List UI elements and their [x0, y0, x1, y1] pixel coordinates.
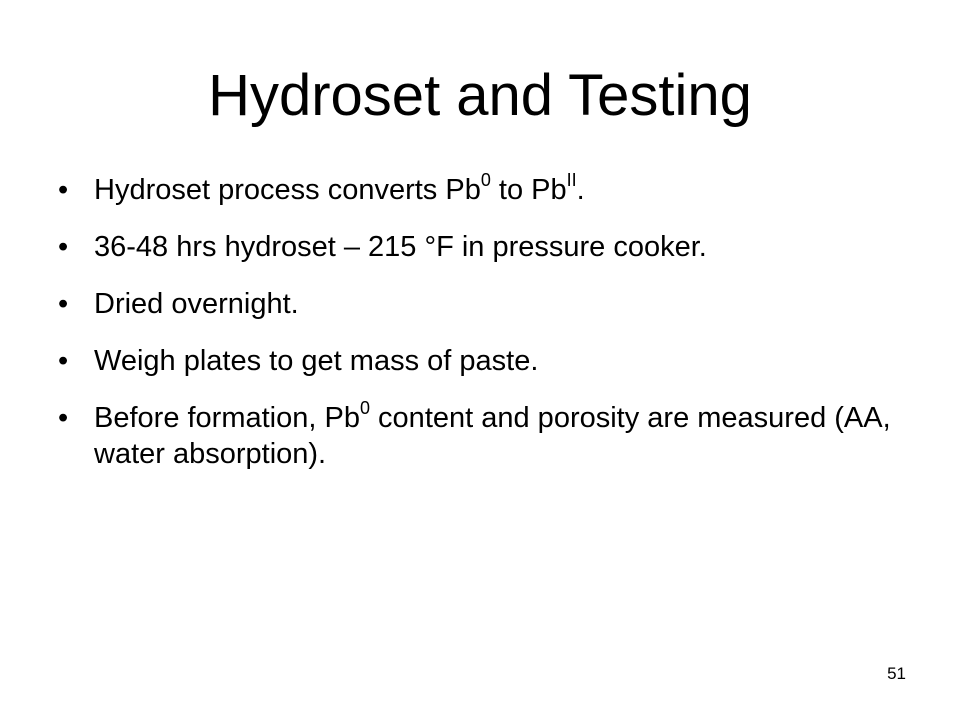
bullet-icon: •	[58, 288, 69, 320]
bullet-icon: •	[58, 231, 69, 263]
bullet-item-1	[58, 172, 898, 208]
bullet-text: Weigh plates to get mass of paste.	[94, 345, 539, 377]
bullet-text: to Pb	[490, 174, 567, 206]
bullet-text: Hydroset process converts Pb	[94, 174, 481, 206]
superscript: II	[566, 170, 577, 191]
bullet-item-5	[58, 400, 898, 472]
bullet-item-3	[58, 286, 898, 322]
bullet-text: 36-48 hrs hydroset – 215 °F in pressure cooker.	[94, 231, 707, 263]
bullet-icon: •	[58, 402, 69, 434]
bullet-list	[58, 172, 898, 493]
bullet-text: Before formation, Pb	[94, 402, 360, 434]
bullet-text: .	[576, 174, 585, 206]
bullet-item-4	[58, 343, 898, 379]
bullet-icon: •	[58, 345, 69, 377]
superscript: 0	[359, 398, 370, 419]
bullet-icon: •	[58, 174, 69, 206]
page-number: 51	[887, 664, 906, 683]
bullet-text: Dried overnight.	[94, 288, 299, 320]
bullet-item-2	[58, 229, 898, 265]
superscript: 0	[480, 170, 491, 191]
bullet-text: content and porosity are measured (AA, water absorption).	[94, 402, 891, 470]
slide-title: Hydroset and Testing	[208, 63, 752, 128]
